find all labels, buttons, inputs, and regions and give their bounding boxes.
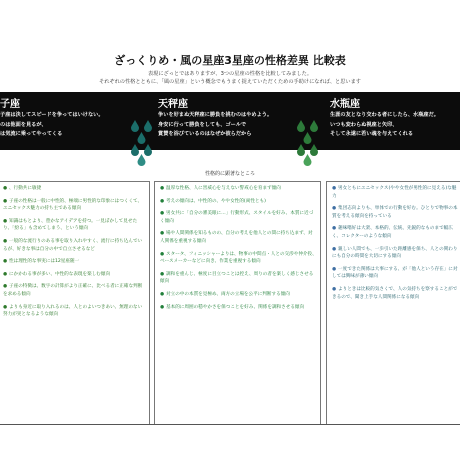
list-item: ● 一度できた関係は大事にする、が「他人という存在」に対しては興味が薄い傾向 xyxy=(332,266,458,280)
sign-name-libra: 天秤座 xyxy=(158,99,188,110)
aquarius-traits-list xyxy=(332,185,458,301)
list-item: ● 男女ともにユニセックス(やや女性が男性的に見える)な魅力 xyxy=(332,186,457,199)
list-item: ● 親しい人間でも、一歩引いた距離感を保ち、人との関わりにも自分の時間を大切にする傾向 xyxy=(332,246,458,260)
list-item: ● 温厚な性格、人に害威心を与えない警戒心を育まず傾向 xyxy=(160,186,281,191)
list-item: ● にかかわる事が多い、中性的な表現を楽しむ傾向 xyxy=(3,271,111,277)
libra-traits-column xyxy=(154,181,321,425)
sign-name-aquarius: 水瓶座 xyxy=(330,99,360,110)
list-item: ● 考えの傾向は、中性的の、やや女性的(両性とも) xyxy=(160,198,266,204)
list-item: ● 基本的に周囲の穏やかさを保つことを好み、関係を調和させる傾向 xyxy=(160,304,305,310)
sign-desc-gemini: 子座は決してスピードを争ってはいけない。 のは他面を見るが、 は気流に乗ってやってくる xyxy=(0,112,104,138)
list-item: ● 性は理性的な事実には12星座随一 xyxy=(3,259,80,265)
list-item: ● よりも身近に取り入れるのは、人とのよいつきあい、無理のない努力が実となるような傾向 xyxy=(3,304,143,318)
intro-line-1: 表現にざっとではありますが、3つの星座の性格を比較してみました。 xyxy=(147,71,313,77)
list-item: ● 集団志向よりも、単体での行動を好む。ひとりで物事の本質を考える傾向を持っている xyxy=(332,206,458,219)
list-item: ● 調和を重んじ、極度に目立つことは控え、周りの者を楽しく感じさせる傾向 xyxy=(160,271,314,285)
list-item: ● 、行動共に敏捷 xyxy=(3,186,42,191)
aquarius-traits-column xyxy=(326,181,460,425)
traits-section-label: 性格的に顕著なところ xyxy=(204,171,255,177)
list-item: ● 対立の中の本質を見極め、両方の立場を公平に判断する傾向 xyxy=(160,291,290,297)
bottom-divider xyxy=(0,424,460,425)
intro-line-2: それぞれの性格とともに、「風の星座」という概念でもうまく捉えていただくための手助けになれば、と思います xyxy=(99,79,361,85)
page-title: ざっくりめ・風の星座3星座の性格差異 比較表 xyxy=(114,54,346,67)
gemini-traits-column xyxy=(0,181,150,425)
list-item: ● スタータ、フィニッシャーよりは、物事の中間点・人との交渉や仲介役、ベースメーカーなどに向き、作業を重視する傾向 xyxy=(160,251,317,265)
green-droplets-icon xyxy=(296,118,322,166)
list-item: ● 一般的な流行りのある事を取り入れやすく、流行に持ち込んでいるが、好きな事は自分の中で自立させるなど xyxy=(3,238,143,252)
list-item: ● 知識はもとより、豊かなアイデアを持つ。一見ぼかして見せたり、「紛る」も含めてしまう、という傾向 xyxy=(3,218,138,232)
list-item: ● 子座の性格は一般に中性的、極端に男性的な印象にはつくくて、ユニセックス魅力の持ち主である傾向 xyxy=(3,198,143,212)
sign-desc-aquarius: 生涯の友となり交わる者にしたら、水瓶座だ。 いつも変わらぬ視座と矢印、 そして永遠に若い魂を与えてくれる xyxy=(330,112,439,138)
sign-desc-libra: 争いを好まぬ天秤座に勝負を挑むのはやめよう。 身安に行って勝負をしても、ゴールで 賞賛を浴びているのはなぜか彼らだから xyxy=(158,112,273,138)
list-item: ● よりときは比較的気さくで、人の気持ちを察することができるので、聞き上手な人間関係になる傾向 xyxy=(332,286,458,300)
list-item: ● 子座の特徴は、数字の計算がより正確に、比べる者に正確な判断を求める傾向 xyxy=(3,284,143,297)
gemini-traits-list xyxy=(3,185,146,319)
sign-name-gemini: 子座 xyxy=(0,99,20,110)
list-item: ● 場や人間関係を知るものの、自分の考えを他人との間に持ち込まず、対人関係を重視する傾向 xyxy=(160,231,313,244)
libra-traits-list xyxy=(160,185,317,311)
list-item: ● 趣味嗜好は大衆、本格的、伝統、先鋭的なものまで幅広く、コレクターのような傾向 xyxy=(332,226,453,239)
teal-droplets-icon xyxy=(130,118,156,166)
list-item: ● 男女共に「自分の審美眼に…」行動形式、スタイルを好み、本質に近づく傾向 xyxy=(160,211,314,224)
